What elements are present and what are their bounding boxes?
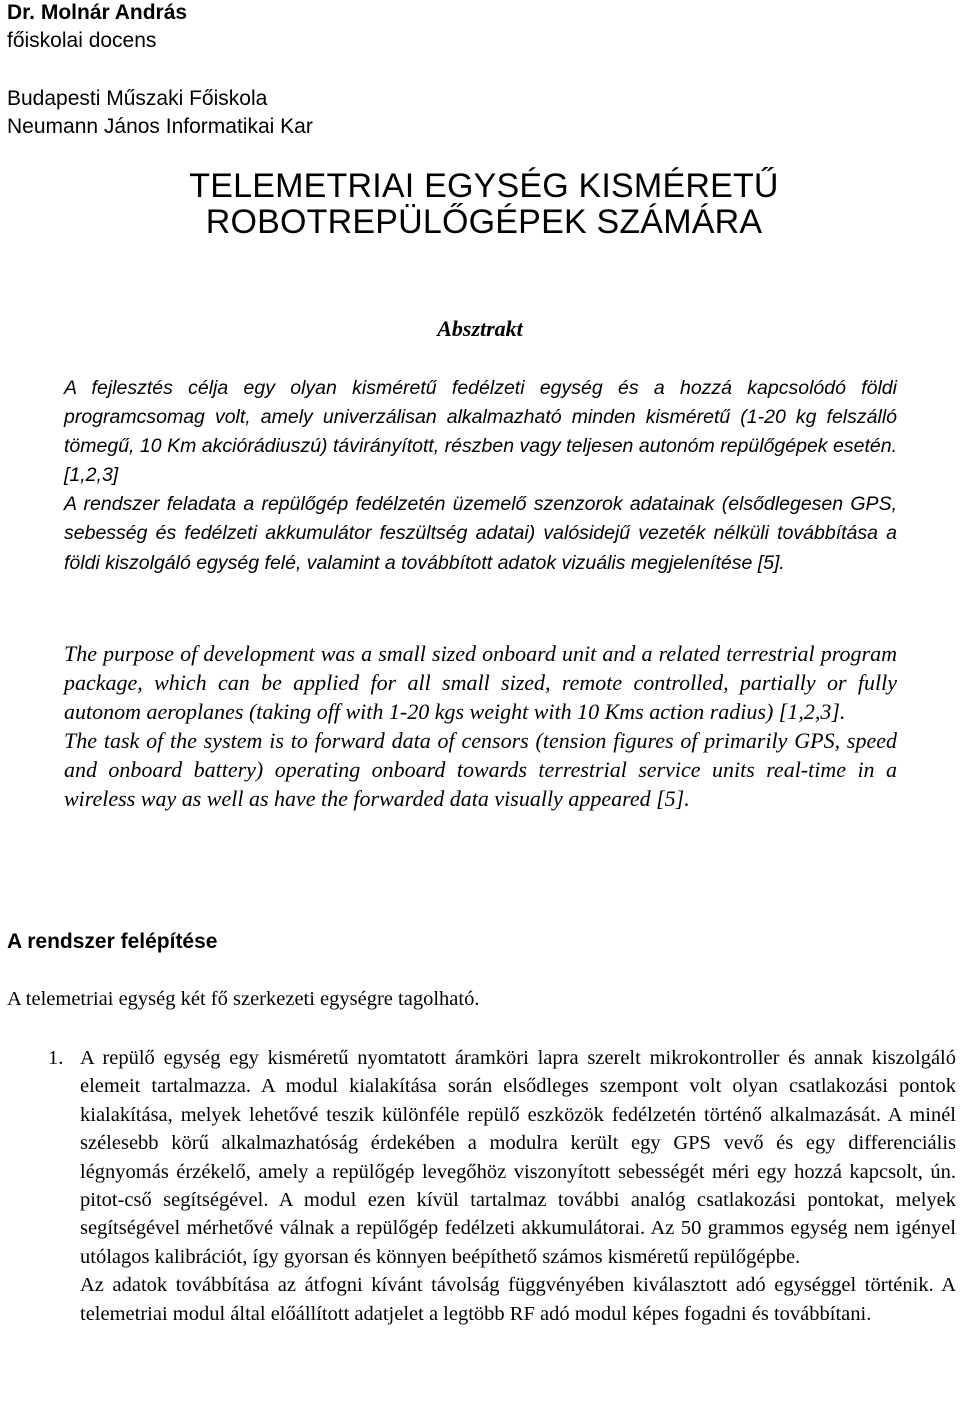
abstract-hungarian (64, 374, 897, 578)
section-heading: A rendszer felépítése (7, 930, 218, 953)
paper-title-line1: TELEMETRIAI EGYSÉG KISMÉRETŰ (189, 167, 779, 205)
list-item-paragraph-1: A repülő egység egy kisméretű nyomtatott áramköri lapra szerelt mikrokontroller és annak kiszolgáló elemeit tartalmazza. A modul kialakítása során elsődleges szempont volt olyan csatlakozási pontok kialakítása, melyek lehetővé teszik különféle repülő eszközök fedélzetén történő alkalmazását. A minél szélesebb körű alkalmazhatóság érdekében a modulra került egy GPS vevő és egy differenciális légnyomás érzékelő, amely a repülőgép levegőhöz viszonyított sebességét méri egy hozzá kapcsolt, ún. pitot-cső segítségével. A modul ezen kívül tartalmaz további analóg csatlakozási pontokat, melyek segítségével mérhetővé válnak a repülőgép fedélzeti akkumulátorai. Az 50 grammos egység nem igényel utólagos kalibrációt, így gyorsan és könnyen beépíthető számos kisméretű repülőgépbe. (80, 1047, 956, 1268)
author-title: főiskolai docens (7, 29, 157, 52)
list-item-number: 1. (48, 1047, 64, 1069)
institution-school: Budapesti Műszaki Főiskola (7, 87, 268, 110)
paper-title-line2: ROBOTREPÜLŐGÉPEK SZÁMÁRA (205, 203, 763, 241)
abstract-en-paragraph-1: The purpose of development was a small sized onboard unit and a related terrestrial program package, which can be applied for all small sized, remote controlled, partially or fully autonom aeroplanes (taking off with 1-20 kgs weight with 10 Kms action radius) [1,2,3]. (64, 641, 897, 724)
list-item-paragraph-2: Az adatok továbbítása az átfogni kívánt távolság függvényében kiválasztott adó egységgel történik. A telemetriai modul által előállított adatjelet a legtöbb RF adó modul képes fogadni és továbbítani. (80, 1274, 956, 1325)
section-intro: A telemetriai egység két fő szerkezeti egységre tagolható. (7, 988, 480, 1010)
list-item-body (80, 1044, 956, 1328)
institution-faculty: Neumann János Informatikai Kar (7, 115, 313, 138)
abstract-hu-paragraph-2: A rendszer feladata a repülőgép fedélzetén üzemelő szenzorok adatainak (elsődlegesen GPS, sebesség és fedélzeti akkumulátor feszültség adatai) valósidejű vezeték nélküli továbbítása a földi kiszolgáló egység felé, valamint a továbbított adatok vizuális megjelenítése [5]. (64, 493, 897, 574)
author-name: Dr. Molnár András (7, 1, 188, 24)
abstract-english (64, 639, 897, 813)
abstract-heading: Absztrakt (437, 316, 523, 341)
abstract-hu-paragraph-1: A fejlesztés célja egy olyan kisméretű fedélzeti egység és a hozzá kapcsolódó földi programcsomag volt, amely univerzálisan alkalmazható minden kisméretű (1-20 kg felszálló tömegű, 10 Km akciórádiuszú) távirányított, részben vagy teljesen autonóm repülőgépek esetén. [1,2,3] (64, 377, 897, 487)
abstract-en-paragraph-2: The task of the system is to forward data of censors (tension figures of primarily GPS, speed and onboard battery) operating onboard towards terrestrial service units real-time in a wireless way as well as have the forwarded data visually appeared [5]. (64, 728, 897, 811)
paper-title (0, 168, 960, 240)
